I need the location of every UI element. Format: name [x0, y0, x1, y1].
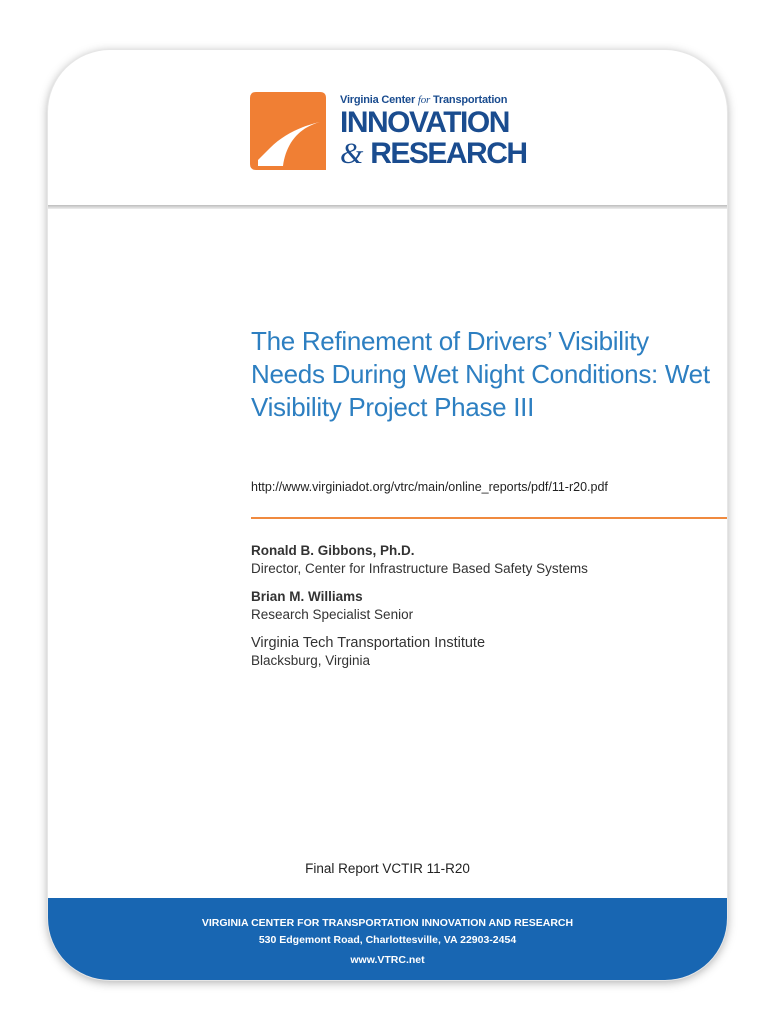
- report-url[interactable]: http://www.virginiadot.org/vtrc/main/online_reports/pdf/11-r20.pdf: [251, 480, 608, 494]
- cover-page: [48, 50, 727, 980]
- logo-research: & RESEARCH: [340, 137, 527, 170]
- report-title: The Refinement of Drivers’ Visibility Needs During Wet Night Conditions: Wet Visibility Project Phase III: [251, 326, 710, 422]
- logo-wordmark: [340, 94, 527, 169]
- title-rule: [251, 517, 727, 519]
- institution-name: Virginia Tech Transportation Institute: [251, 635, 486, 651]
- footer-org: VIRGINIA CENTER FOR TRANSPORTATION INNOVATION AND RESEARCH: [201, 917, 574, 929]
- header-divider: [48, 205, 727, 209]
- footer-address: 530 Edgemont Road, Charlottesville, VA 22903-2454: [258, 934, 517, 946]
- author-name: Brian M. Williams: [251, 589, 363, 604]
- author-name: Ronald B. Gibbons, Ph.D.: [251, 543, 415, 558]
- footer-website[interactable]: www.VTRC.net: [350, 954, 425, 966]
- author-role: Director, Center for Infrastructure Based Safety Systems: [251, 561, 588, 576]
- report-number: Final Report VCTIR 11-R20: [305, 861, 470, 876]
- footer-band: [48, 898, 727, 980]
- logo-swoosh-icon: [250, 92, 326, 170]
- author-role: Research Specialist Senior: [251, 607, 414, 622]
- logo-innovation: INNOVATION: [340, 106, 509, 139]
- institution-location: Blacksburg, Virginia: [251, 653, 371, 668]
- logo-center-line: Virginia Center for Transportation: [340, 94, 508, 106]
